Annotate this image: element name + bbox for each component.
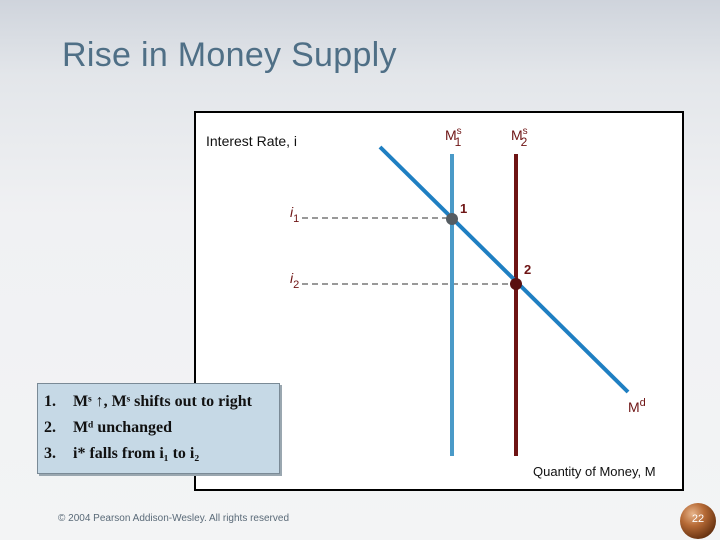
money-demand-curve	[380, 147, 628, 392]
note-number: 3.	[44, 445, 56, 462]
note-item-1	[44, 389, 279, 415]
y-axis-label: Interest Rate, i	[206, 133, 298, 149]
note-number: 2.	[44, 419, 56, 436]
note-text: i* falls from i₁ to i₂	[73, 445, 200, 462]
supply-1-label: $M^s$ 1	[445, 126, 462, 149]
supply-2-label: $M^s$ 2	[511, 126, 528, 149]
demand-label: $M^d$	[628, 397, 646, 415]
note-number: 1.	[44, 393, 56, 410]
rate-1-label: $i_1$	[290, 204, 300, 225]
equilibrium-point-1	[446, 213, 458, 225]
page-number: 22	[691, 513, 705, 525]
x-axis-label: Quantity of Money, M	[533, 464, 656, 479]
slide-title: Rise in Money Supply	[62, 36, 397, 74]
point-2-label: 2	[524, 262, 532, 277]
note-item-3	[44, 441, 279, 467]
rate-2-label: $i_2$	[290, 270, 300, 291]
notes-box	[37, 383, 280, 474]
note-item-2	[44, 415, 279, 441]
note-text: Mˢ ↑, Mˢ shifts out to right	[73, 393, 252, 410]
equilibrium-point-2	[510, 278, 522, 290]
point-1-label: 1	[460, 201, 468, 216]
note-text: Mᵈ unchanged	[73, 419, 173, 436]
copyright-footer: © 2004 Pearson Addison-Wesley. All rights reserved	[58, 513, 290, 524]
